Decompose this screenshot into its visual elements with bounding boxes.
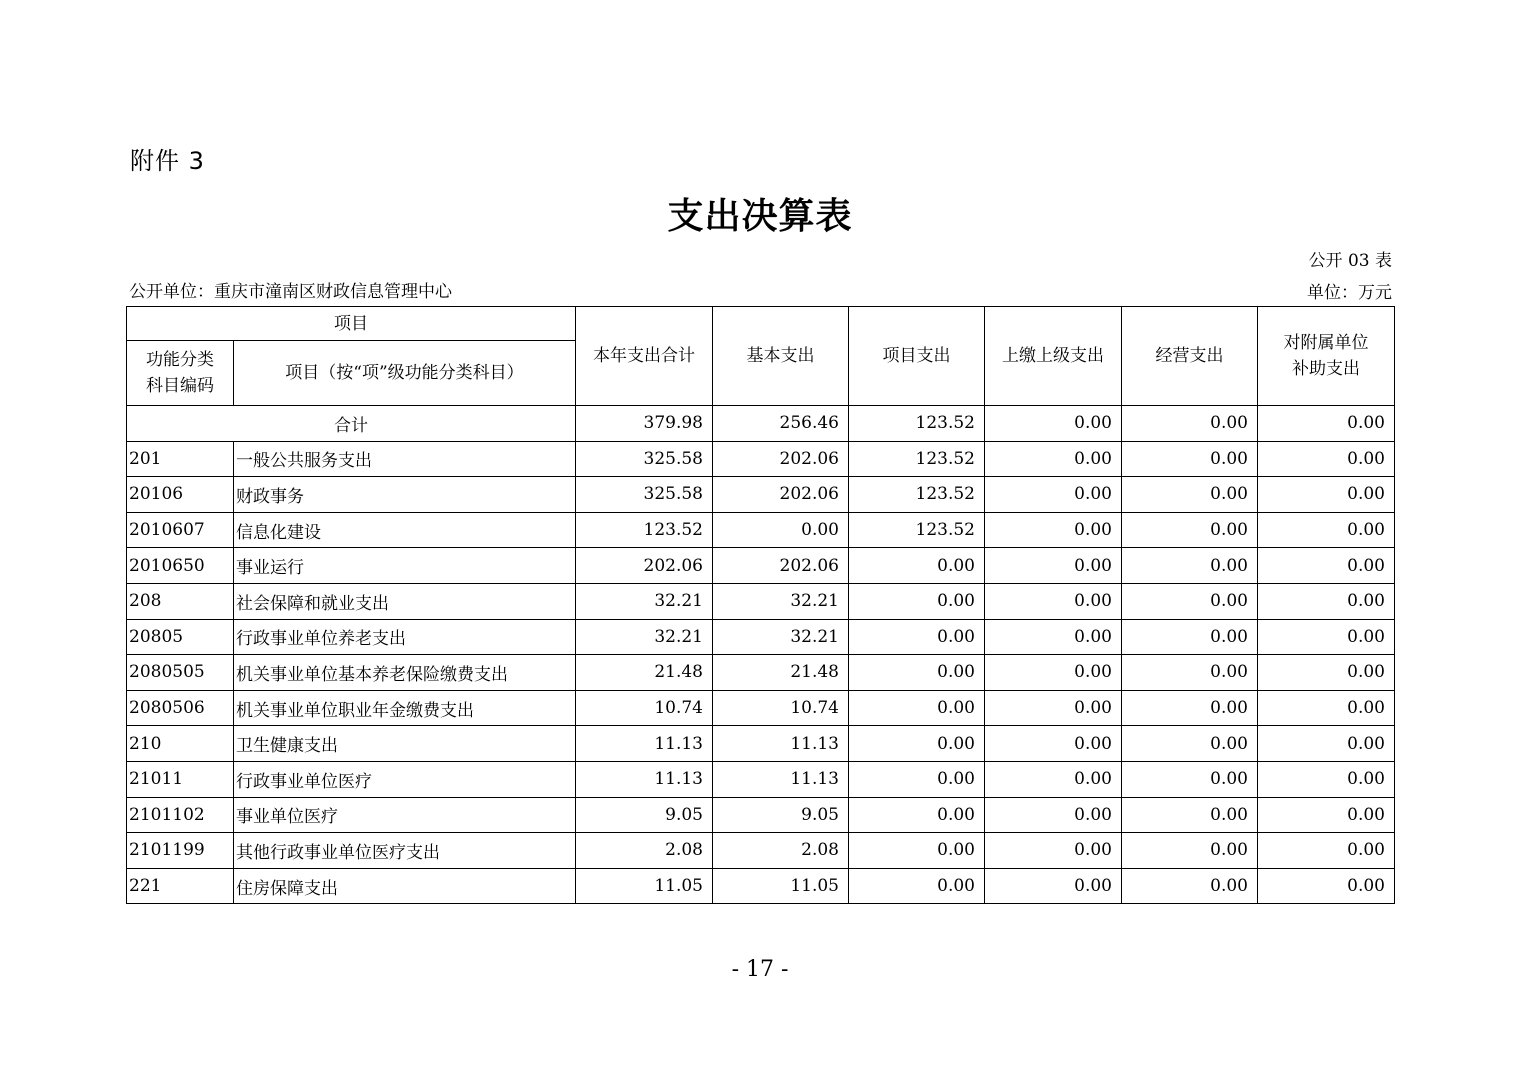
column-header: 上缴上级支出 [985,307,1122,406]
subject-name-cell: 事业运行 [234,548,576,584]
table-row [127,583,1395,619]
amount-cell: 0.00 [1258,868,1395,904]
amount-cell: 0.00 [1122,477,1258,513]
subject-code-cell: 20805 [127,619,234,655]
amount-cell: 0.00 [849,761,985,797]
amount-cell: 202.06 [713,477,849,513]
amount-cell: 0.00 [1122,619,1258,655]
name-header: 项目（按“项”级功能分类科目） [234,341,576,406]
subject-name-cell: 行政事业单位医疗 [234,761,576,797]
table-row [127,833,1395,869]
total-cell: 0.00 [1122,406,1258,442]
amount-cell: 0.00 [985,655,1122,691]
amount-cell: 0.00 [1122,761,1258,797]
subject-code-cell: 201 [127,441,234,477]
amount-cell: 9.05 [713,797,849,833]
amount-cell: 0.00 [1258,548,1395,584]
amount-cell: 0.00 [1258,761,1395,797]
attachment-label: 附件 3 [130,147,205,175]
subject-name-cell: 机关事业单位职业年金缴费支出 [234,690,576,726]
amount-cell: 0.00 [985,833,1122,869]
table-row [127,441,1395,477]
subject-code-cell: 2010650 [127,548,234,584]
amount-cell: 11.13 [713,726,849,762]
subject-code-cell: 2010607 [127,512,234,548]
expenditure-table [126,306,1395,904]
amount-cell: 0.00 [1258,512,1395,548]
amount-cell: 0.00 [1122,441,1258,477]
amount-cell: 0.00 [1258,441,1395,477]
amount-cell: 10.74 [576,690,713,726]
table-row [127,726,1395,762]
table-row [127,512,1395,548]
subject-code-cell: 2080505 [127,655,234,691]
amount-cell: 0.00 [1258,655,1395,691]
total-cell: 123.52 [849,406,985,442]
reporting-unit: 公开单位：重庆市潼南区财政信息管理中心 [129,282,452,302]
table-row [127,548,1395,584]
amount-cell: 0.00 [1122,868,1258,904]
amount-cell: 0.00 [1122,726,1258,762]
amount-cell: 0.00 [849,868,985,904]
amount-cell: 0.00 [1258,619,1395,655]
amount-cell: 0.00 [985,548,1122,584]
amount-cell: 123.52 [576,512,713,548]
amount-cell: 0.00 [1258,833,1395,869]
amount-cell: 0.00 [1258,797,1395,833]
table-row [127,619,1395,655]
amount-cell: 0.00 [985,441,1122,477]
column-header: 基本支出 [713,307,849,406]
amount-cell: 32.21 [713,583,849,619]
total-label: 合计 [127,406,576,442]
amount-cell: 0.00 [985,583,1122,619]
amount-cell: 11.13 [576,761,713,797]
amount-cell: 0.00 [1122,548,1258,584]
amount-cell: 32.21 [576,619,713,655]
subject-code-cell: 20106 [127,477,234,513]
subject-name-cell: 卫生健康支出 [234,726,576,762]
amount-cell: 123.52 [849,512,985,548]
subject-name-cell: 信息化建设 [234,512,576,548]
column-header: 经营支出 [1122,307,1258,406]
total-cell: 0.00 [985,406,1122,442]
amount-cell: 325.58 [576,441,713,477]
amount-cell: 0.00 [1258,477,1395,513]
amount-cell: 2.08 [576,833,713,869]
column-header: 对附属单位 补助支出 [1258,307,1395,406]
subject-name-cell: 其他行政事业单位医疗支出 [234,833,576,869]
amount-cell: 0.00 [1122,833,1258,869]
table-row [127,797,1395,833]
amount-cell: 21.48 [576,655,713,691]
subject-name-cell: 财政事务 [234,477,576,513]
table-row [127,477,1395,513]
amount-cell: 2.08 [713,833,849,869]
page-title: 支出决算表 [667,195,853,237]
amount-cell: 0.00 [985,868,1122,904]
amount-cell: 0.00 [849,833,985,869]
subject-code-cell: 21011 [127,761,234,797]
currency-unit: 单位：万元 [1307,283,1392,303]
amount-cell: 202.06 [576,548,713,584]
amount-cell: 0.00 [849,690,985,726]
amount-cell: 0.00 [985,726,1122,762]
amount-cell: 0.00 [849,655,985,691]
amount-cell: 32.21 [713,619,849,655]
subject-name-cell: 住房保障支出 [234,868,576,904]
amount-cell: 0.00 [849,726,985,762]
subject-name-cell: 事业单位医疗 [234,797,576,833]
amount-cell: 0.00 [713,512,849,548]
amount-cell: 0.00 [1258,583,1395,619]
amount-cell: 0.00 [1122,655,1258,691]
amount-cell: 0.00 [1122,690,1258,726]
amount-cell: 9.05 [576,797,713,833]
amount-cell: 202.06 [713,548,849,584]
subject-code-cell: 2101199 [127,833,234,869]
amount-cell: 10.74 [713,690,849,726]
table-row [127,690,1395,726]
amount-cell: 21.48 [713,655,849,691]
amount-cell: 0.00 [1122,583,1258,619]
amount-cell: 202.06 [713,441,849,477]
subject-code-cell: 221 [127,868,234,904]
amount-cell: 11.13 [713,761,849,797]
amount-cell: 325.58 [576,477,713,513]
column-header: 本年支出合计 [576,307,713,406]
amount-cell: 0.00 [985,761,1122,797]
total-cell: 379.98 [576,406,713,442]
page-number: - 17 - [731,957,789,982]
table-row [127,655,1395,691]
amount-cell: 0.00 [985,512,1122,548]
amount-cell: 123.52 [849,441,985,477]
code-header: 功能分类 科目编码 [127,341,234,406]
amount-cell: 0.00 [849,583,985,619]
subject-code-cell: 2101102 [127,797,234,833]
group-header-item: 项目 [127,307,576,341]
amount-cell: 0.00 [1258,690,1395,726]
total-row [127,406,1395,442]
subject-name-cell: 行政事业单位养老支出 [234,619,576,655]
amount-cell: 32.21 [576,583,713,619]
amount-cell: 123.52 [849,477,985,513]
amount-cell: 0.00 [985,690,1122,726]
table-row [127,761,1395,797]
amount-cell: 11.05 [713,868,849,904]
amount-cell: 0.00 [1122,797,1258,833]
subject-code-cell: 2080506 [127,690,234,726]
amount-cell: 0.00 [1258,726,1395,762]
subject-name-cell: 机关事业单位基本养老保险缴费支出 [234,655,576,691]
table-row [127,868,1395,904]
amount-cell: 0.00 [849,548,985,584]
amount-cell: 11.13 [576,726,713,762]
amount-cell: 11.05 [576,868,713,904]
amount-cell: 0.00 [985,477,1122,513]
amount-cell: 0.00 [985,619,1122,655]
amount-cell: 0.00 [1122,512,1258,548]
form-number: 公开 03 表 [1308,251,1392,271]
subject-name-cell: 社会保障和就业支出 [234,583,576,619]
amount-cell: 0.00 [985,797,1122,833]
amount-cell: 0.00 [849,797,985,833]
subject-code-cell: 210 [127,726,234,762]
subject-name-cell: 一般公共服务支出 [234,441,576,477]
subject-code-cell: 208 [127,583,234,619]
total-cell: 0.00 [1258,406,1395,442]
amount-cell: 0.00 [849,619,985,655]
column-header: 项目支出 [849,307,985,406]
total-cell: 256.46 [713,406,849,442]
